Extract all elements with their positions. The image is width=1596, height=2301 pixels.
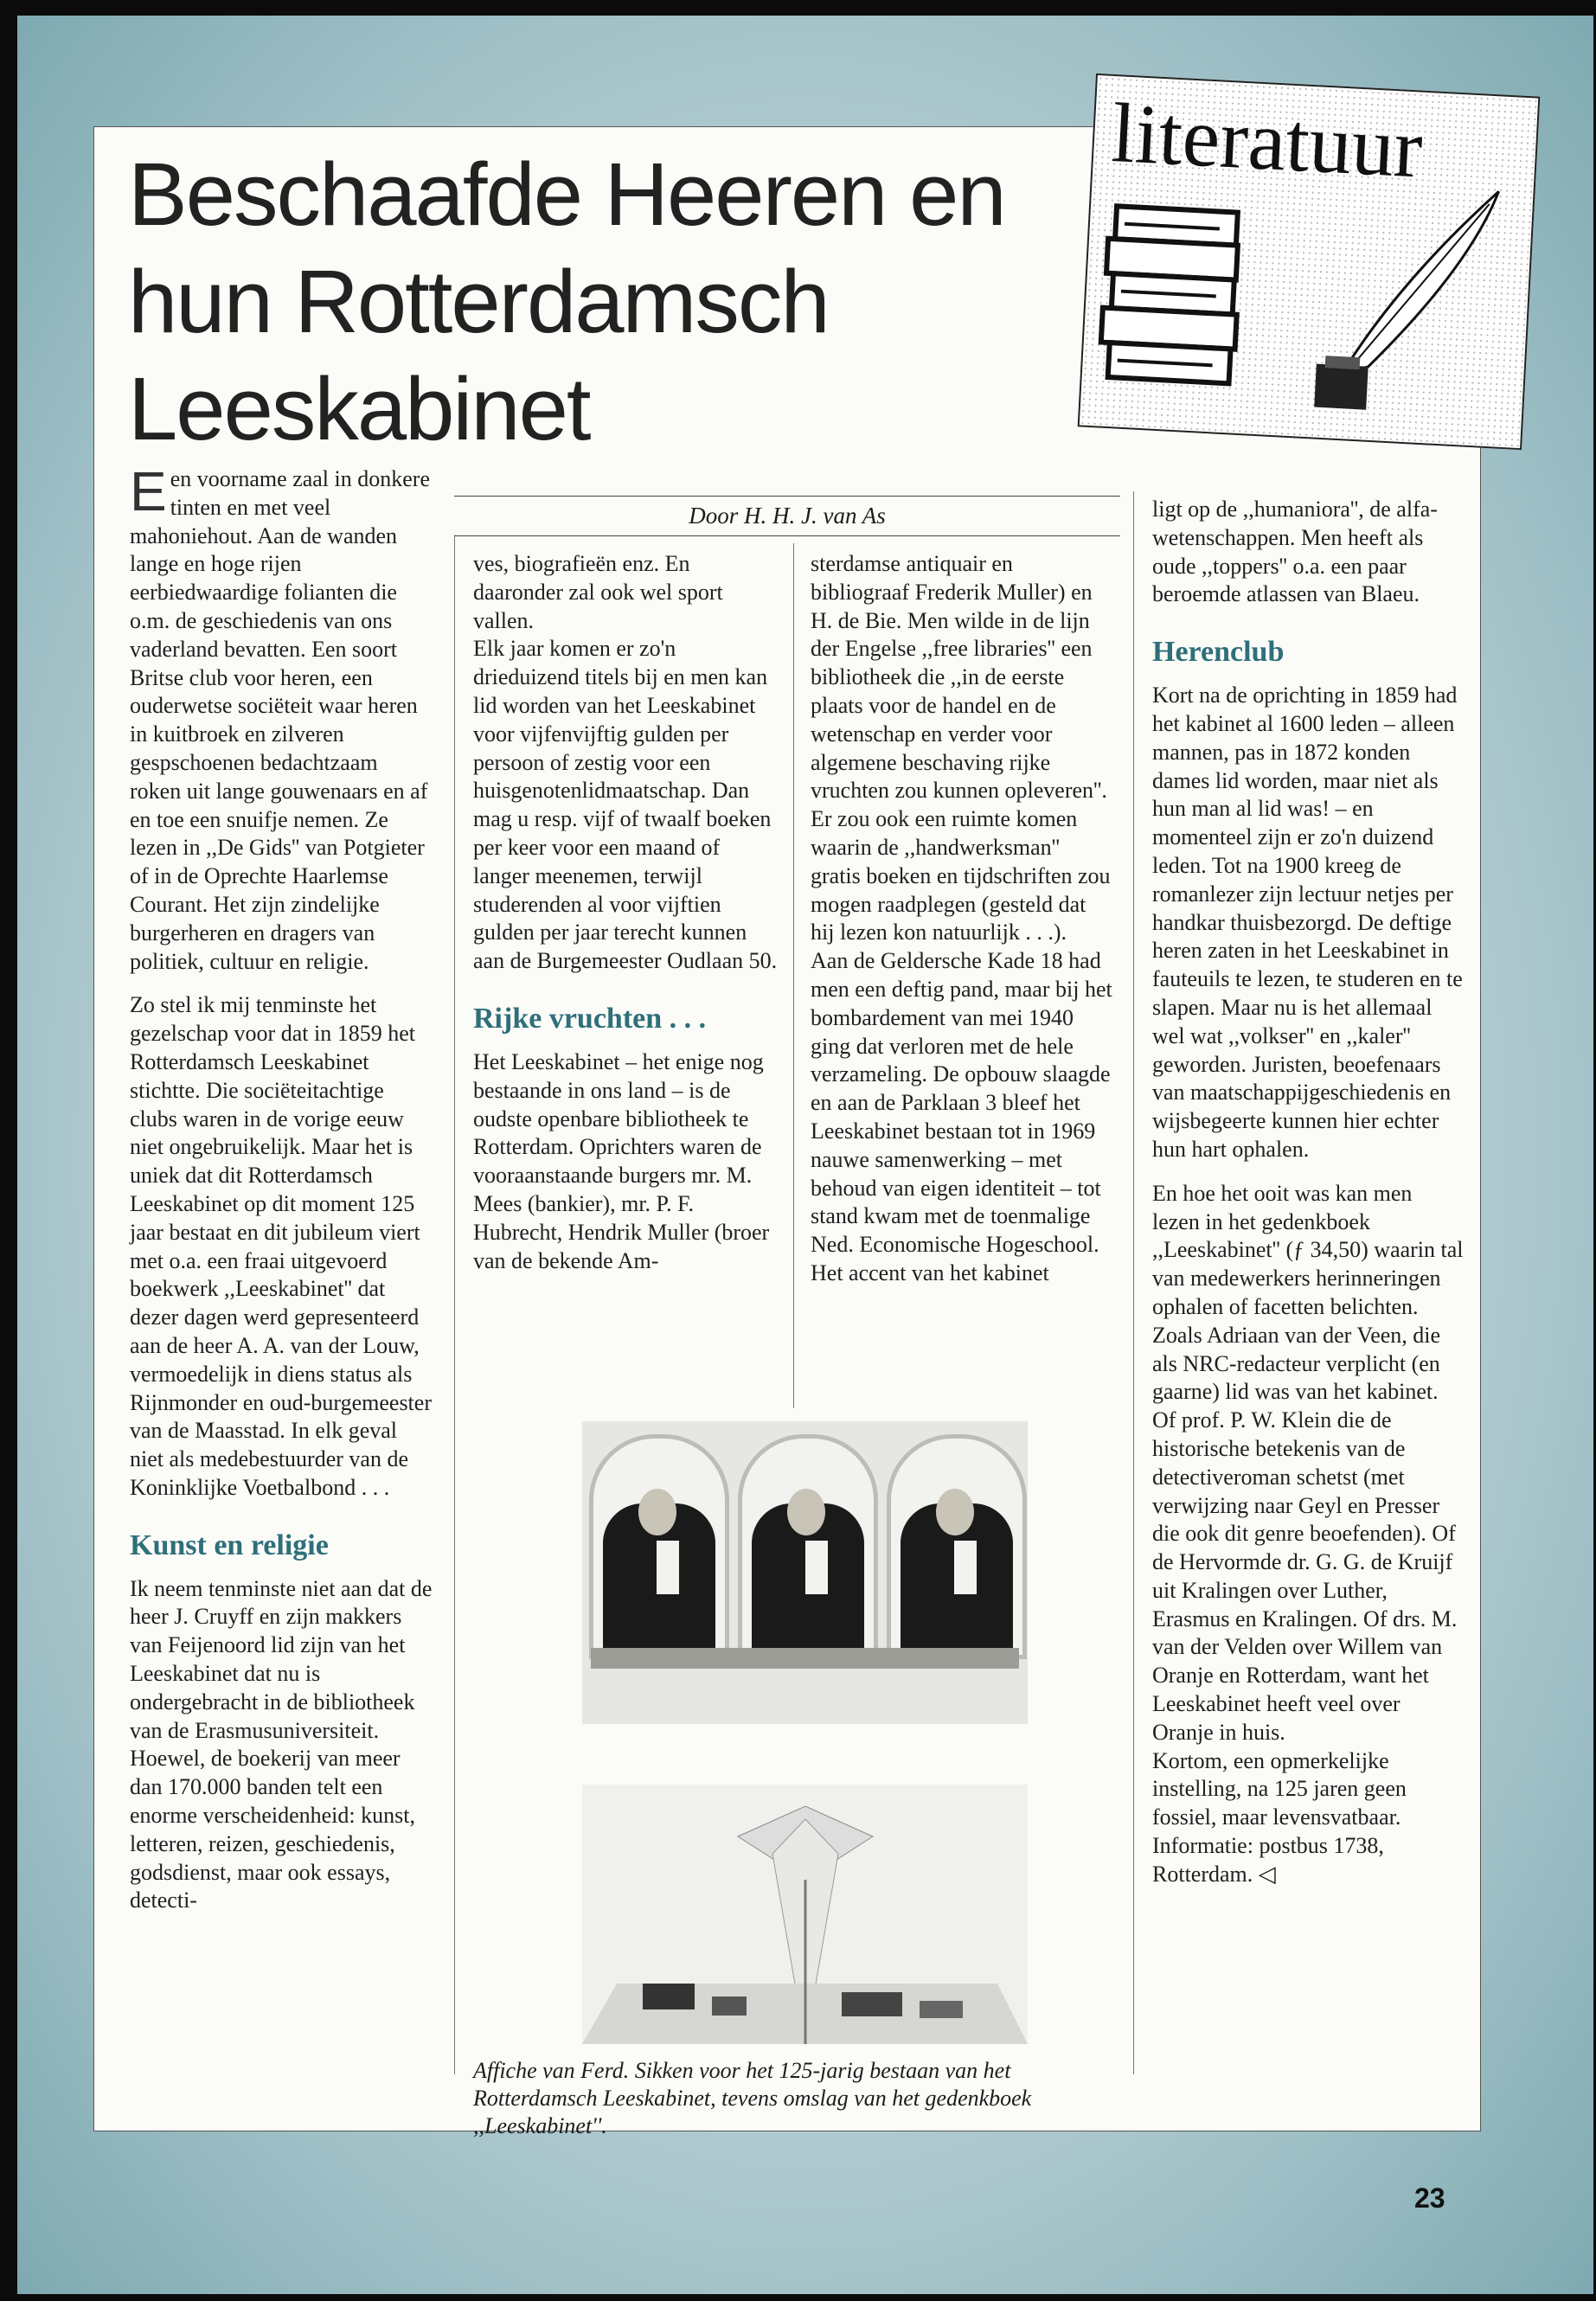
portrait-photo: [582, 1421, 1028, 1724]
article-title: Beschaafde Heeren en hun Rotterdamsch Leeskabinet: [128, 144, 1005, 458]
column-3: [811, 550, 1115, 1304]
subheading-rijke: Rijke vruchten . . .: [473, 1002, 707, 1035]
column-divider: [454, 535, 455, 2074]
subheading-kunst: Kunst en religie: [130, 1529, 329, 1561]
photo-caption: Affiche van Ferd. Sikken voor het 125-jarig bestaan van het Rotterdamsch Leeskabinet, tevens omslag van het gedenkboek ,,Leeskabinet''.: [473, 2058, 1032, 2138]
magazine-page: [17, 16, 1593, 2294]
paragraph: Zo stel ik mij tenminste het gezelschap voor dat in 1859 het Rotterdamsch Leeskabinet stichtte. Die sociëteitachtige clubs waren in de vorige eeuw niet ongebruikelijk. Maar het is uniek dat dit Rotterdamsch Leeskabinet op dit moment 125 jaar bestaat en dit jubileum viert met o.a. een fraai uitgevoerd boekwerk ,,Leeskabinet'' dat dezer dagen werd gepresenteerd aan de heer A. A. van der Louw, vermoedelijk in diens status als Rijnmonder en oud-burgemeester van de Maasstad. In elk geval niet als medebestuurder van de Koninklijke Voetbalbond . . .: [130, 992, 432, 1500]
literatuur-logo: [1078, 74, 1541, 450]
section-label: literatuur: [1109, 86, 1425, 196]
paragraph: Een voorname zaal in donkere tinten en met veel mahoniehout. Aan de wanden lange en hoge rijen eerbiedwaardige folianten die o.m. de geschiedenis van ons vaderland bevatten. Een soort Britse club voor heren, een ouderwetse sociëteit waar heren in kuitbroek en zilveren gespschoenen bedachtzaam roken uit lange gouwenaars en af en toe een snuifje nemen. Ze lezen in ,,De Gids'' van Potgieter of in de Oprechte Haarlemse Courant. Het zijn zindelijke burgerheren en dragers van politiek, cultuur en religie.: [130, 460, 430, 974]
portrait-frame: [887, 1434, 1027, 1659]
paragraph: Elk jaar komen er zo'n drieduizend titels bij en men kan lid worden van het Leeskabinet voor vijfenvijftig gulden per persoon of zestig voor een huisgenotenlidmaatschap. Dan mag u resp. vijf of twaalf boeken per keer voor een maand of langer meenemen, terwijl studerenden al voor vijftien gulden per jaar terecht kunnen aan de Burgemeester Oudlaan 50.: [473, 636, 778, 974]
column-4: [1152, 496, 1464, 1905]
byline: Door H. H. J. van As: [454, 496, 1120, 536]
paragraph: Ik neem tenminste niet aan dat de heer J. Cruyff en zijn makkers van Feijenoord lid zijn van het Leeskabinet dat nu is ondergebracht in de bibliotheek van de Erasmusuniversiteit. Hoewel, de boekerij van meer dan 170.000 banden telt een enorme verscheidenheid: kunst, letteren, reizen, geschiedenis, godsdienst, maar ook essays, detecti-: [130, 1575, 433, 1913]
paragraph: En hoe het ooit was kan men lezen in het gedenkboek ,,Leeskabinet'' (ƒ 34,50) waarin tal van medewerkers herinneringen ophalen of facetten belichten. Zoals Adriaan van der Veen, die als NRC-redacteur verplicht (en gaarne) lid was van het kabinet. Of prof. P. W. Klein die de historische betekenis van de detectiveroman schetst (met verwijzing naar Geyl en Presser die ook dit genre beoefenden). Of de Hervormde dr. G. G. de Kruijf uit Kralingen over Luther, Erasmus en Kralingen. Of drs. M. van der Velden over Willem van Oranje en Rotterdam, want het Leeskabinet heeft veel over Oranje in huis.: [1152, 1180, 1464, 1745]
photo-base: [591, 1648, 1019, 1669]
page-number: 23: [1414, 2182, 1445, 2214]
paragraph: sterdamse antiquair en bibliograaf Frederik Muller) en H. de Bie. Men wilde in de lijn der Engelse ,,free libraries'' een bibliotheek die ,,in de eerste plaats voor de handel en de wetenschap en verder voor algemene beschaving rijke vruchten zou kunnen opleveren''. Er zou ook een ruimte komen waarin de ,,handwerksman'' gratis boeken en tijdschriften zou mogen raadplegen (gesteld dat hij lezen kon natuurlijk . . .).: [811, 551, 1111, 945]
portrait-frame: [738, 1434, 878, 1659]
column-divider: [793, 543, 794, 1408]
paragraph: Kort na de oprichting in 1859 had het kabinet al 1600 leden – alleen mannen, pas in 1872 konden dames lid worden, maar niet als hun man al lid was! – en momenteel zijn er zo'n duizend leden. Tot na 1900 kreeg de romanlezer zijn lectuur netjes per handkar thuisbezorgd. De deftige heren zaten in het Leeskabinet in fauteuils te lezen, te studeren en te slapen. Maar nu is het allemaal wel wat ,,volkser'' en ,,kaler'' geworden. Juristen, beoefenaars van maatschappijgeschiedenis en wijsbegeerte kunnen hier echter hun hart ophalen.: [1152, 683, 1463, 1162]
poster-illustration: [582, 1785, 1028, 2044]
paragraph: Kortom, een opmerkelijke instelling, na 125 jaren geen fossiel, maar levensvatbaar. Informatie: postbus 1738, Rotterdam. ◁: [1152, 1747, 1407, 1887]
portrait-frame: [589, 1434, 729, 1659]
column-1: [130, 460, 434, 1931]
column-divider: [1133, 491, 1134, 2074]
subheading-herenclub: Herenclub: [1152, 636, 1285, 669]
paragraph: Aan de Geldersche Kade 18 had men een deftig pand, maar bij het bombardement van mei 1940 ging dat verloren met de hele verzameling. De opbouw slaagde en aan de Parklaan 3 bleef het Leeskabinet bestaan tot in 1969 nauwe samenwerking – met behoud van eigen identiteit – tot stand kwam met de toenmalige Ned. Economische Hogeschool. Het accent van het kabinet: [811, 948, 1112, 1285]
poster-photo: [582, 1785, 1028, 2044]
paragraph: Het Leeskabinet – het enige nog bestaande in ons land – is de oudste openbare bibliotheek te Rotterdam. Oprichters waren de vooraanstaande burgers mr. M. Mees (bankier), mr. P. F. Hubrecht, Hendrik Muller (broer van de bekende Am-: [473, 1048, 770, 1273]
column-2: [473, 550, 778, 1291]
paragraph: ligt op de ,,humaniora'', de alfa-wetenschappen. Men heeft als oude ,,toppers'' o.a. een paar beroemde atlassen van Blaeu.: [1152, 497, 1438, 607]
paragraph: ves, biografieën enz. En daaronder zal ook wel sport vallen.: [473, 551, 723, 633]
dropcap: E: [130, 460, 167, 522]
